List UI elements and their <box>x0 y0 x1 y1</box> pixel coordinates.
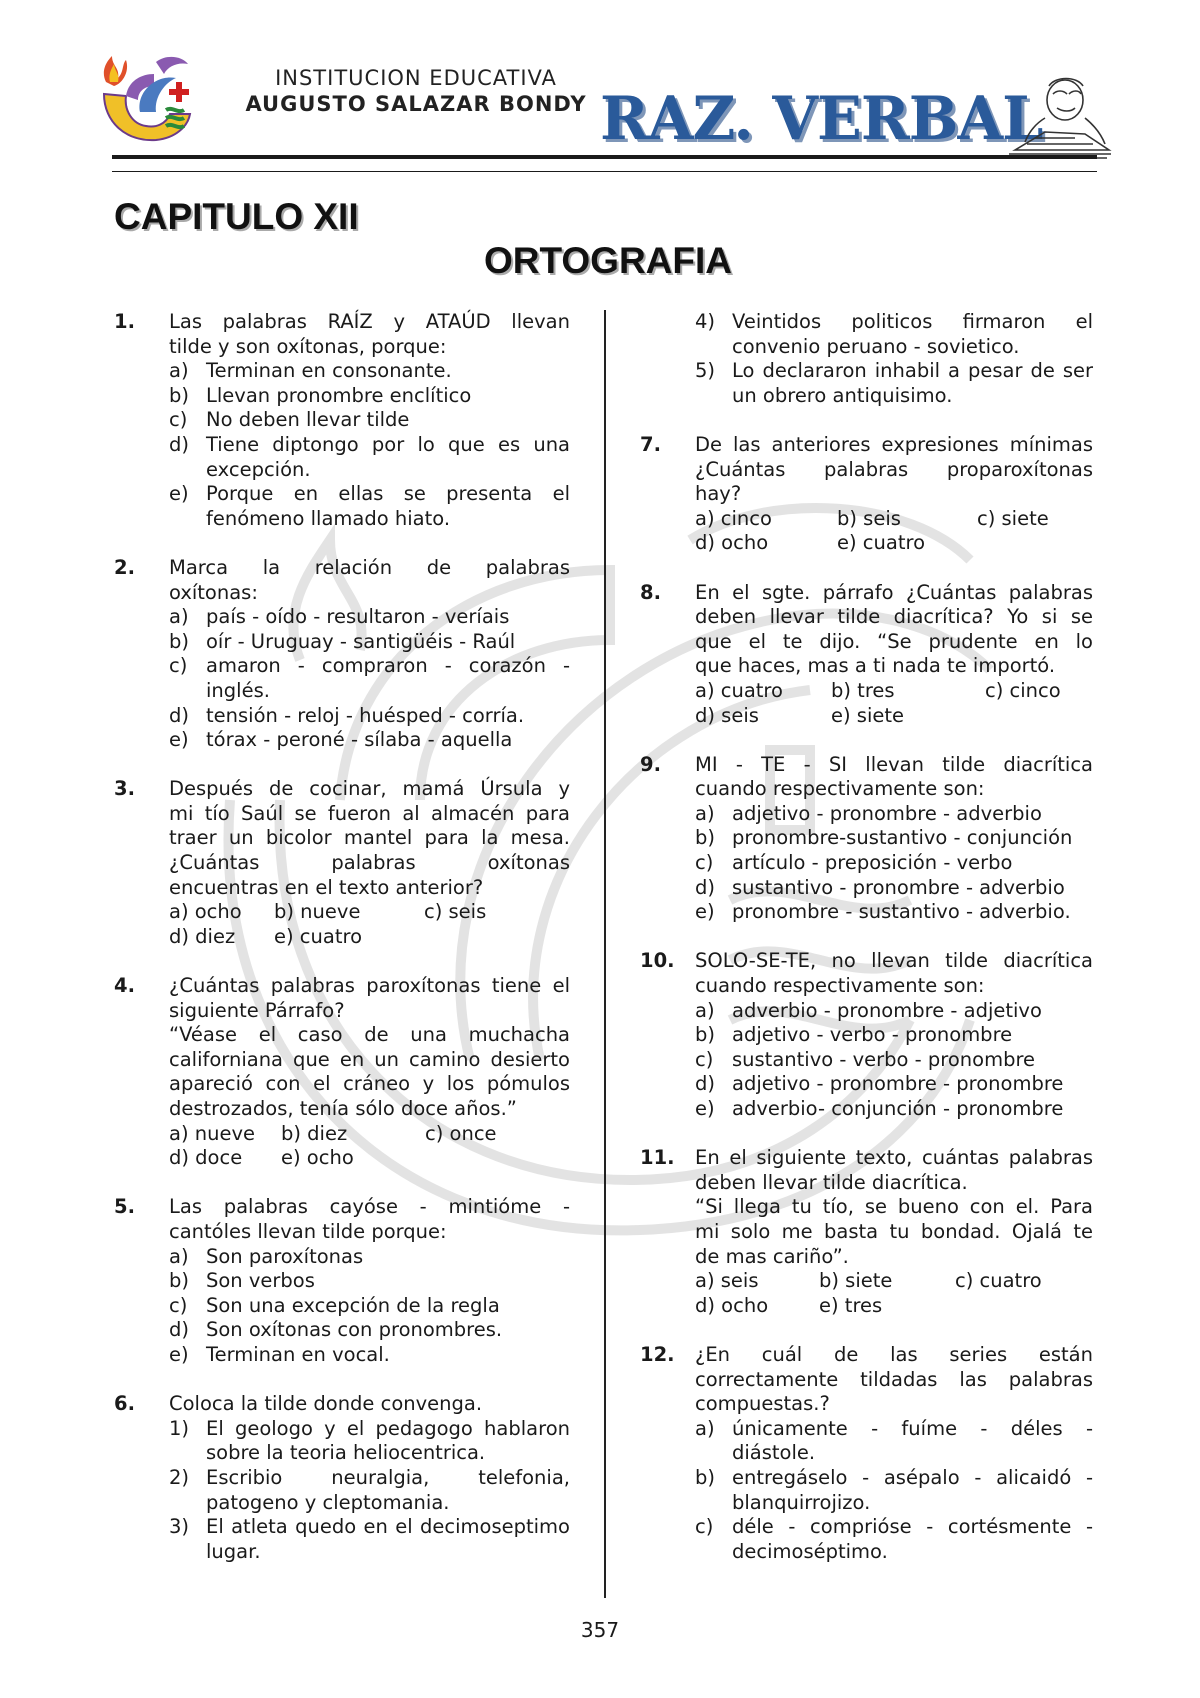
answer-option <box>169 1343 570 1368</box>
answer-option <box>695 359 1093 408</box>
question-number: 3. <box>114 777 135 801</box>
option-text: Son paroxítonas <box>206 1244 364 1268</box>
answer-option <box>169 630 570 655</box>
answer-row <box>695 507 1093 532</box>
option-text: entregáselo - asépalo - alicaidó - blanquirrojizo. <box>732 1465 1093 1514</box>
question-stem: Las palabras cayóse - mintióme - <box>169 1195 570 1219</box>
answer-option <box>169 1245 570 1270</box>
answer-option <box>695 802 1093 827</box>
answer-choice: a) ocho <box>169 900 242 924</box>
question-2 <box>114 556 570 753</box>
answer-row <box>695 704 1093 729</box>
reading-mascot-icon <box>1005 72 1115 162</box>
option-label: b) <box>169 1269 189 1293</box>
option-label: 2) <box>169 1465 190 1489</box>
subject-brand: RAZ. VERBAL <box>600 84 1043 154</box>
option-text: Veintidos politicos firmaron el convenio peruano - sovietico. <box>732 310 1093 358</box>
question-stem: deben llevar tilde diacrítica? Yo si se <box>695 605 1093 629</box>
question-8 <box>640 581 1093 729</box>
option-text: adverbio- conjunción - pronombre <box>732 1097 1064 1120</box>
answer-option <box>695 900 1093 925</box>
question-stem: Marca la relación de palabras <box>169 555 570 579</box>
answer-option <box>169 1417 570 1466</box>
question-1 <box>114 310 570 531</box>
question-10 <box>640 949 1093 1121</box>
question-stem: que el te dijo. “Se prudente en lo <box>695 629 1093 653</box>
option-text: Llevan pronombre enclítico <box>206 383 472 407</box>
question-3 <box>114 777 570 949</box>
answer-choice: d) diez <box>169 924 236 948</box>
option-label: 1) <box>169 1416 190 1440</box>
answer-choice: e) ocho <box>281 1146 354 1170</box>
option-label: a) <box>169 605 189 629</box>
option-label: b) <box>169 383 189 407</box>
option-text: Son verbos <box>206 1269 315 1293</box>
question-number: 7. <box>640 432 661 456</box>
option-text: El geologo y el pedagogo hablaron sobre la teoria heliocentrica. <box>206 1416 570 1465</box>
question-stem: siguiente Párrafo? <box>169 998 345 1022</box>
answer-choice: d) ocho <box>695 1293 769 1317</box>
question-stem: ¿Cuántas palabras oxítonas <box>169 851 570 875</box>
answer-choice: b) siete <box>819 1269 893 1293</box>
answer-option <box>169 433 570 482</box>
option-label: b) <box>169 629 189 653</box>
answer-choice: a) nueve <box>169 1121 256 1145</box>
option-label: 4) <box>695 310 716 333</box>
answer-choice: e) cuatro <box>837 531 925 555</box>
answer-row <box>169 900 570 925</box>
option-text: Tiene diptongo por lo que es una excepción. <box>206 432 570 481</box>
option-label: b) <box>695 1465 715 1489</box>
answer-choice: d) doce <box>169 1146 243 1170</box>
answer-choice: b) seis <box>837 506 901 530</box>
option-text: tensión - reloj - huésped - corría. <box>206 703 525 727</box>
answer-option <box>695 1072 1093 1097</box>
question-stem: compuestas.? <box>695 1392 830 1416</box>
answer-choice: c) seis <box>424 900 487 924</box>
question-number: 8. <box>640 580 661 604</box>
question-stem: tilde y son oxítonas, porque: <box>169 334 447 358</box>
question-stem: De las anteriores expresiones mínimas <box>695 432 1093 456</box>
chapter-heading: CAPITULO XII <box>114 196 359 237</box>
option-text: adjetivo - pronombre - adverbio <box>732 801 1042 825</box>
header-rule-thick <box>112 155 1097 159</box>
question-4 <box>114 974 570 1171</box>
option-label: d) <box>169 1318 189 1342</box>
answer-option <box>695 876 1093 901</box>
question-number: 2. <box>114 555 135 579</box>
option-text: país - oído - resultaron - veríais <box>206 605 510 629</box>
question-number: 12. <box>640 1342 675 1366</box>
question-stem: traer un bicolor mantel para la mesa. <box>169 826 570 850</box>
answer-row <box>695 1294 1093 1319</box>
option-text: déle - comprióse - cortésmente - decimoséptimo. <box>732 1515 1093 1563</box>
quoted-text: “Véase el caso de una muchacha <box>169 1023 570 1047</box>
option-label: b) <box>695 826 715 850</box>
answer-choice: d) seis <box>695 703 759 727</box>
question-stem: MI - TE - SI llevan tilde diacrítica <box>695 752 1093 776</box>
answer-option <box>695 310 1093 359</box>
right-column <box>640 310 1093 1564</box>
question-stem: encuentras en el texto anterior? <box>169 875 484 899</box>
option-text: pronombre - sustantivo - adverbio. <box>732 900 1071 924</box>
answer-choice: e) cuatro <box>274 924 362 948</box>
question-stem: SOLO-SE-TE, no llevan tilde diacrítica <box>695 949 1093 973</box>
question-stem: cantóles llevan tilde porque: <box>169 1219 447 1243</box>
question-12 <box>640 1343 1093 1564</box>
option-label: d) <box>695 875 715 899</box>
option-label: d) <box>169 432 189 456</box>
question-6-continued <box>640 310 1093 408</box>
answer-option <box>169 482 570 531</box>
option-label: e) <box>695 1097 715 1120</box>
question-number: 9. <box>640 752 661 776</box>
option-label: e) <box>169 728 189 752</box>
header-rule-thin <box>112 171 1097 172</box>
answer-option <box>169 359 570 384</box>
answer-choice: c) siete <box>977 506 1049 530</box>
answer-choice: d) ocho <box>695 531 769 555</box>
answer-option <box>695 826 1093 851</box>
question-6 <box>114 1392 570 1564</box>
option-label: c) <box>169 654 188 678</box>
answer-row <box>169 1122 570 1147</box>
column-divider <box>604 310 606 1598</box>
question-7 <box>640 433 1093 556</box>
question-number: 5. <box>114 1195 135 1219</box>
option-label: a) <box>169 1244 189 1268</box>
option-text: Terminan en vocal. <box>206 1342 390 1366</box>
question-stem: deben llevar tilde diacrítica. <box>695 1170 968 1194</box>
question-number: 6. <box>114 1392 135 1416</box>
question-number: 1. <box>114 310 135 333</box>
answer-row <box>169 925 570 950</box>
quoted-text: mi solo me basta tu bondad. Ojalá te <box>695 1219 1093 1243</box>
option-text: El atleta quedo en el decimoseptimo lugar. <box>206 1515 570 1563</box>
option-label: c) <box>695 851 714 875</box>
answer-choice: a) seis <box>695 1269 759 1293</box>
option-label: a) <box>695 801 715 825</box>
question-number: 10. <box>640 949 675 973</box>
question-stem: En el siguiente texto, cuántas palabras <box>695 1146 1093 1170</box>
answer-choice: b) tres <box>831 678 895 702</box>
option-text: Son oxítonas con pronombres. <box>206 1318 503 1342</box>
answer-choice: b) diez <box>281 1121 348 1145</box>
question-stem: que haces, mas a ti nada te importó. <box>695 654 1056 678</box>
option-text: Porque en ellas se presenta el fenómeno llamado hiato. <box>206 482 570 530</box>
institution-line2: AUGUSTO SALAZAR BONDY <box>245 92 587 116</box>
option-label: d) <box>695 1072 715 1096</box>
answer-option <box>169 654 570 703</box>
question-number: 4. <box>114 974 135 998</box>
question-5 <box>114 1195 570 1367</box>
answer-option <box>695 1417 1093 1466</box>
question-9 <box>640 753 1093 925</box>
question-stem: cuando respectivamente son: <box>695 777 985 801</box>
option-text: sustantivo - pronombre - adverbio <box>732 875 1065 899</box>
option-text: No deben llevar tilde <box>206 408 410 432</box>
quoted-text: “Si llega tu tío, se bueno con el. Para <box>695 1195 1093 1219</box>
option-text: pronombre-sustantivo - conjunción <box>732 826 1073 850</box>
option-text: Son una excepción de la regla <box>206 1293 500 1317</box>
option-label: e) <box>169 482 189 506</box>
answer-option <box>695 999 1093 1024</box>
quoted-text: californiana que en un camino desierto <box>169 1047 570 1071</box>
option-text: Terminan en consonante. <box>206 359 452 383</box>
answer-option <box>695 1023 1093 1048</box>
institution-name <box>236 66 596 116</box>
answer-option <box>169 384 570 409</box>
question-stem: En el sgte. párrafo ¿Cuántas palabras <box>695 580 1093 604</box>
question-stem: mi tío Saúl se fueron al almacén para <box>169 801 570 825</box>
option-text: artículo - preposición - verbo <box>732 851 1013 875</box>
page-title: ORTOGRAFIA <box>483 240 733 281</box>
option-label: c) <box>169 1293 188 1317</box>
answer-option <box>169 1269 570 1294</box>
page-number: 357 <box>580 1618 620 1642</box>
option-text: amaron - compraron - corazón - inglés. <box>206 654 570 702</box>
answer-option <box>169 605 570 630</box>
quoted-text: apareció con el cráneo y los pómulos <box>169 1072 570 1096</box>
question-stem: ¿Cuántas palabras proparoxítonas <box>695 457 1093 481</box>
answer-row <box>169 1146 570 1171</box>
question-stem: hay? <box>695 482 742 506</box>
option-label: e) <box>695 900 715 924</box>
school-logo-icon <box>96 52 208 152</box>
question-stem: ¿Cuántas palabras paroxítonas tiene el <box>169 974 570 998</box>
question-stem: correctamente tildadas las palabras <box>695 1367 1093 1391</box>
answer-option <box>169 1515 570 1564</box>
option-label: b) <box>695 1023 715 1047</box>
option-text: adverbio - pronombre - adjetivo <box>732 998 1042 1022</box>
option-text: sustantivo - verbo - pronombre <box>732 1047 1036 1071</box>
answer-option <box>169 728 570 753</box>
option-label: c) <box>695 1515 714 1539</box>
answer-choice: c) cinco <box>985 678 1061 702</box>
option-text: tórax - peroné - sílaba - aquella <box>206 728 513 752</box>
option-label: d) <box>169 703 189 727</box>
answer-option <box>695 1048 1093 1073</box>
option-text: Lo declararon inhabil a pesar de ser un obrero antiquisimo. <box>732 359 1093 407</box>
left-column <box>114 310 570 1564</box>
option-text: oír - Uruguay - santigüéis - Raúl <box>206 629 516 653</box>
option-text: Escribio neuralgia, telefonia, patogeno y cleptomania. <box>206 1465 570 1514</box>
option-label: a) <box>695 998 715 1022</box>
quoted-text: de mas cariño”. <box>695 1244 849 1268</box>
question-stem: Coloca la tilde donde convenga. <box>169 1392 483 1416</box>
institution-line1: INSTITUCION EDUCATIVA <box>275 66 557 90</box>
answer-choice: c) once <box>425 1121 497 1145</box>
answer-row <box>695 531 1093 556</box>
answer-choice: e) siete <box>831 703 905 727</box>
answer-option <box>169 1466 570 1515</box>
option-label: c) <box>695 1047 714 1071</box>
answer-option <box>169 1318 570 1343</box>
question-11 <box>640 1146 1093 1318</box>
answer-option <box>695 1515 1093 1564</box>
answer-choice: a) cuatro <box>695 678 783 702</box>
answer-choice: e) tres <box>819 1293 883 1317</box>
option-label: a) <box>169 359 189 383</box>
answer-row <box>695 1269 1093 1294</box>
answer-row <box>695 679 1093 704</box>
question-stem: Después de cocinar, mamá Úrsula y <box>169 777 570 801</box>
answer-option <box>695 851 1093 876</box>
option-text: únicamente - fuíme - déles - diástole. <box>732 1416 1093 1465</box>
answer-option <box>695 1466 1093 1515</box>
option-label: 3) <box>169 1515 190 1539</box>
question-stem: cuando respectivamente son: <box>695 974 985 998</box>
question-stem: ¿En cuál de las series están <box>695 1342 1093 1366</box>
answer-option <box>169 704 570 729</box>
answer-option <box>169 1294 570 1319</box>
option-text: adjetivo - verbo - pronombre <box>732 1023 1013 1047</box>
question-number: 11. <box>640 1146 675 1170</box>
answer-choice: a) cinco <box>695 506 772 530</box>
option-label: e) <box>169 1342 189 1366</box>
quoted-text: destrozados, tenía sólo doce años.” <box>169 1097 517 1120</box>
answer-option <box>695 1097 1093 1122</box>
answer-option <box>169 408 570 433</box>
question-stem: oxítonas: <box>169 580 258 604</box>
option-text: adjetivo - pronombre - pronombre <box>732 1072 1064 1096</box>
question-stem: Las palabras RAÍZ y ATAÚD llevan <box>169 310 570 333</box>
answer-choice: b) nueve <box>274 900 361 924</box>
answer-choice: c) cuatro <box>955 1269 1042 1293</box>
option-label: a) <box>695 1416 715 1440</box>
option-label: c) <box>169 408 188 432</box>
option-label: 5) <box>695 359 716 383</box>
